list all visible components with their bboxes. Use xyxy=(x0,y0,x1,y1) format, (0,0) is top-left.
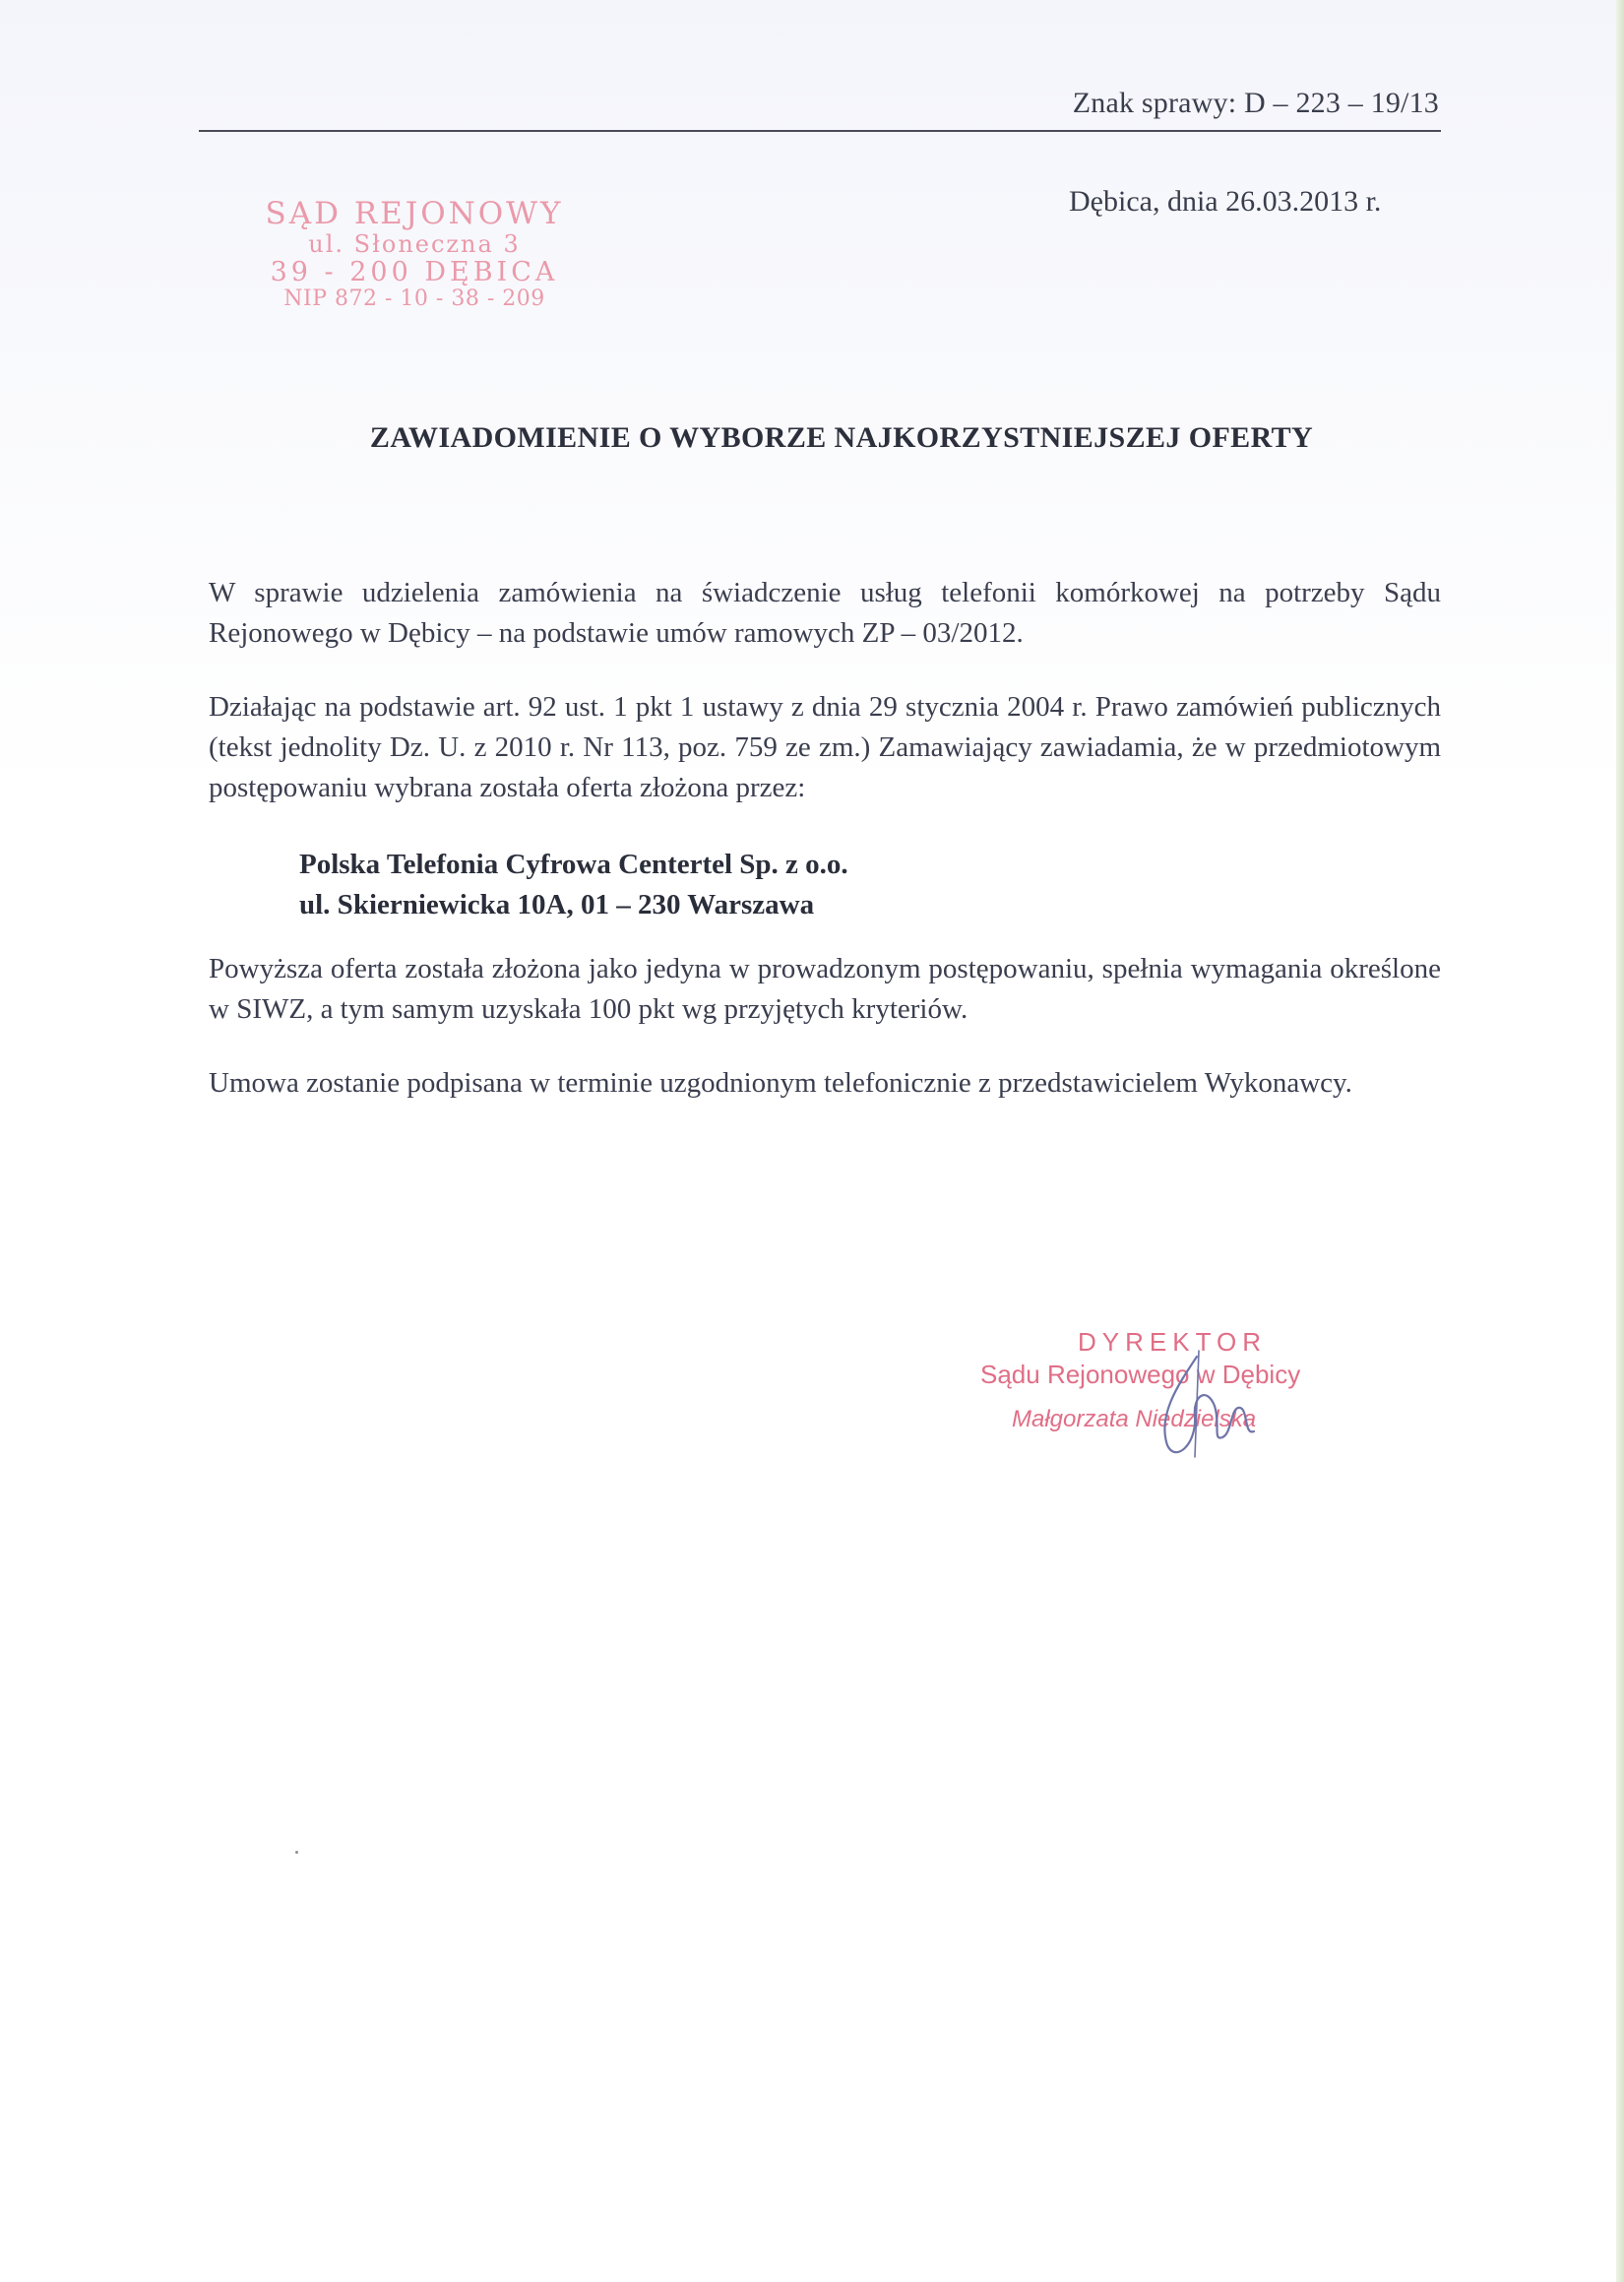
stamp-line-3: 39 - 200 DĘBICA xyxy=(270,256,559,287)
document-date: Dębica, dnia 26.03.2013 r. xyxy=(1069,185,1382,218)
contractor-address: ul. Skierniewicka 10A, 01 – 230 Warszawa xyxy=(299,889,815,920)
scan-edge xyxy=(1616,0,1624,2282)
paragraph-legal-basis: Działając na podstawie art. 92 ust. 1 pkt 1 ustawy z dnia 29 stycznia 2004 r. Prawo zamówień publicznych (tekst jednolity Dz. U. z 2010 r. Nr 113, poz. 759 ze zm.) Zamawiający zawiadamia, że w przedmiotowym postępowaniu wybrana została oferta złożona przez: xyxy=(209,691,1441,803)
document-title: ZAWIADOMIENIE O WYBORZE NAJKORZYSTNIEJSZEJ OFERTY xyxy=(369,421,1314,454)
paragraph-subject: W sprawie udzielenia zamówienia na świadczenie usług telefonii komórkowej na potrzeby Sądu Rejonowego w Dębicy – na podstawie umów ramowych ZP – 03/2012. xyxy=(209,577,1441,649)
stamp-line-1: SĄD REJONOWY xyxy=(265,196,564,231)
stamp-line-2: ul. Słoneczna 3 xyxy=(308,229,521,258)
court-stamp xyxy=(242,197,587,311)
case-reference: Znak sprawy: D – 223 – 19/13 xyxy=(1072,87,1439,119)
signature-title: DYREKTOR xyxy=(1078,1327,1267,1357)
paragraph-contract: Umowa zostanie podpisana w terminie uzgodnionym telefonicznie z przedstawicielem Wykonawcy. xyxy=(209,1067,1352,1099)
selected-contractor xyxy=(299,845,848,925)
paragraph-evaluation: Powyższa oferta została złożona jako jedyna w prowadzonym postępowaniu, spełnia wymagania określone w SIWZ, a tym samym uzyskała 100 pkt wg przyjętych kryteriów. xyxy=(209,953,1441,1025)
handwritten-signature xyxy=(1138,1347,1276,1465)
contractor-name: Polska Telefonia Cyfrowa Centertel Sp. z o.o. xyxy=(299,849,848,880)
scan-speck xyxy=(295,1851,298,1854)
signature-institution: Sądu Rejonowego w Dębicy xyxy=(980,1360,1301,1389)
stamp-line-4: NIP 872 - 10 - 38 - 209 xyxy=(283,285,545,311)
director-signature-stamp xyxy=(980,1327,1354,1433)
signature-name: Małgorzata Niedzielska xyxy=(1012,1406,1257,1432)
header-rule xyxy=(199,130,1441,132)
